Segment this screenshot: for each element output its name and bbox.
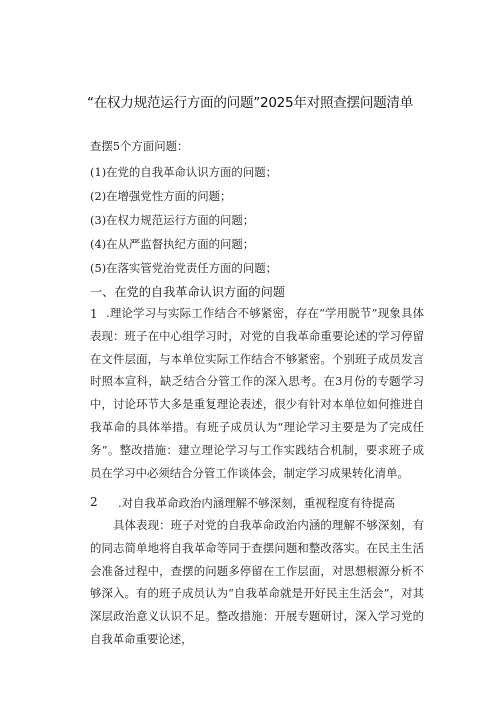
list-item: (2)在增强党性方面的问题； xyxy=(90,189,232,203)
item-heading: .对自我革命政治内涵理解不够深刻，重视程度有待提高 xyxy=(118,496,395,510)
list-item: (4)在从严监督执纪方面的问题； xyxy=(90,237,255,251)
list-item: (1)在党的自我革命认识方面的问题； xyxy=(90,165,277,179)
item-paragraph: .理论学习与实际工作结合不够紧密，存在“学用脱节”现象具体表现：班子在中心组学习时，对党的自我革命重要论述的学习停留在文件层面，与本单位实际工作结合不够紧密。个别班子成员发言时照本宣科，缺乏结合分管工作的深入思考。在3月份的专题学习中，讨论环节大多是重复理论表述，很少有针对本单位如何推进自我革命的具体举措。有班子成员认为“理论学习主要是为了完成任务”。整改措施：建立理论学习与工作实践结合机制，要求班子成员在学习中必须结合分管工作谈体会，制定学习成果转化清单。 xyxy=(90,306,424,480)
list-item: (3)在权力规范运行方面的问题； xyxy=(90,213,255,227)
item-paragraph: 具体表现：班子对党的自我革命政治内涵的理解不够深刻，有的同志简单地将自我革命等同于查摆问题和整改落实。在民主生活会准备过程中，查摆的问题多停留在工作层面，对思想根源分析不够深入。有的班子成员认为“自我革命就是开好民主生活会”，对其深层政治意义认识不足。整改措施：开展专题研讨，深入学习党的自我革命重要论述， xyxy=(90,518,424,646)
intro-text: 查摆5个方面问题： xyxy=(90,139,189,153)
section-heading: 一、在党的自我革命认识方面的问题 xyxy=(90,285,285,299)
list-item: (5)在落实管党治党责任方面的问题； xyxy=(90,261,277,275)
item-number: 1 xyxy=(90,307,98,321)
item-number: 2 xyxy=(90,495,98,509)
document-title: “在权力规范运行方面的问题”2025年对照查摆问题清单 xyxy=(86,95,414,111)
